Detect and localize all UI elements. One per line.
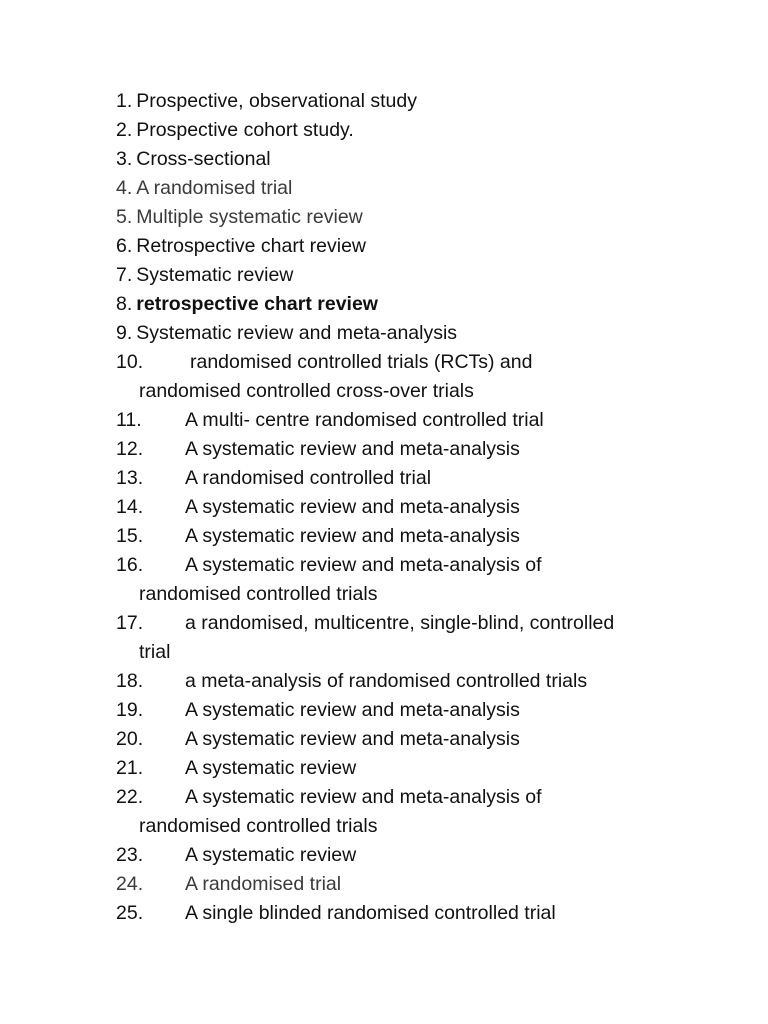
- item-number: 23.: [116, 844, 144, 866]
- item-number: 1.: [116, 90, 133, 112]
- item-number: 5.: [116, 206, 133, 228]
- item-number: 18.: [116, 670, 144, 692]
- item-number: 20.: [116, 728, 144, 750]
- item-number: 25.: [116, 902, 144, 924]
- item-text: a meta-analysis of randomised controlled trials: [185, 670, 588, 692]
- item-text: A systematic review and meta-analysis: [185, 728, 520, 750]
- item-text-continued: randomised controlled trials: [139, 583, 378, 605]
- list-item: [116, 232, 676, 261]
- item-text: Systematic review: [136, 264, 294, 286]
- list-item: [116, 406, 676, 435]
- item-text: Prospective cohort study.: [136, 119, 354, 141]
- list-item: [116, 841, 676, 870]
- list-item: [116, 116, 676, 145]
- item-number: 16.: [116, 554, 144, 576]
- list-item: [116, 667, 676, 696]
- item-number: 4.: [116, 177, 133, 199]
- item-text: Systematic review and meta-analysis: [136, 322, 458, 344]
- item-number: 12.: [116, 438, 144, 460]
- item-number: 7.: [116, 264, 133, 286]
- item-text: A systematic review and meta-analysis of: [185, 786, 542, 808]
- list-item: [116, 348, 676, 406]
- item-number: 8.: [116, 293, 133, 315]
- list-item: [116, 754, 676, 783]
- item-number: 2.: [116, 119, 133, 141]
- list-item: [116, 522, 676, 551]
- item-text: A systematic review and meta-analysis: [185, 438, 520, 460]
- item-text: A systematic review and meta-analysis: [185, 525, 520, 547]
- item-number: 11.: [116, 409, 142, 431]
- item-number: 15.: [116, 525, 144, 547]
- list-item: [116, 87, 676, 116]
- item-text: Retrospective chart review: [136, 235, 367, 257]
- item-number: 13.: [116, 467, 144, 489]
- item-text: Multiple systematic review: [136, 206, 363, 228]
- item-text-continued: randomised controlled trials: [139, 815, 378, 837]
- item-number: 10.: [116, 351, 144, 373]
- item-number: 6.: [116, 235, 133, 257]
- item-number: 24.: [116, 873, 144, 895]
- item-number: 19.: [116, 699, 144, 721]
- item-text-continued: randomised controlled cross-over trials: [139, 380, 474, 402]
- item-number: 17.: [116, 612, 144, 634]
- item-text: Cross-sectional: [136, 148, 271, 170]
- item-text: retrospective chart review: [136, 293, 378, 315]
- item-number: 22.: [116, 786, 144, 808]
- list-item: [116, 609, 676, 667]
- list-item: [116, 290, 676, 319]
- item-text: A systematic review: [185, 757, 357, 779]
- item-text: Prospective, observational study: [136, 90, 417, 112]
- study-design-list: [116, 87, 676, 928]
- item-text: A systematic review: [185, 844, 357, 866]
- item-text: A randomised trial: [185, 873, 342, 895]
- list-item: [116, 899, 676, 928]
- item-text: randomised controlled trials (RCTs) and: [190, 351, 533, 373]
- list-item: [116, 203, 676, 232]
- item-text: A randomised controlled trial: [185, 467, 432, 489]
- list-item: [116, 870, 676, 899]
- item-text: A systematic review and meta-analysis: [185, 699, 520, 721]
- item-text: A randomised trial: [136, 177, 293, 199]
- list-item: [116, 261, 676, 290]
- item-number: 21.: [116, 757, 144, 779]
- list-item: [116, 464, 676, 493]
- item-text-continued: trial: [139, 641, 171, 663]
- list-item: [116, 145, 676, 174]
- list-item: [116, 319, 676, 348]
- item-text: A multi- centre randomised controlled trial: [185, 409, 544, 431]
- list-item: [116, 493, 676, 522]
- item-text: A systematic review and meta-analysis: [185, 496, 520, 518]
- list-item: [116, 783, 676, 841]
- item-number: 9.: [116, 322, 133, 344]
- list-item: [116, 551, 676, 609]
- list-item: [116, 435, 676, 464]
- item-text: A systematic review and meta-analysis of: [185, 554, 542, 576]
- item-text: A single blinded randomised controlled trial: [185, 902, 556, 924]
- list-item: [116, 725, 676, 754]
- item-text: a randomised, multicentre, single-blind, controlled: [185, 612, 615, 634]
- list-item: [116, 174, 676, 203]
- item-number: 14.: [116, 496, 144, 518]
- item-number: 3.: [116, 148, 133, 170]
- list-item: [116, 696, 676, 725]
